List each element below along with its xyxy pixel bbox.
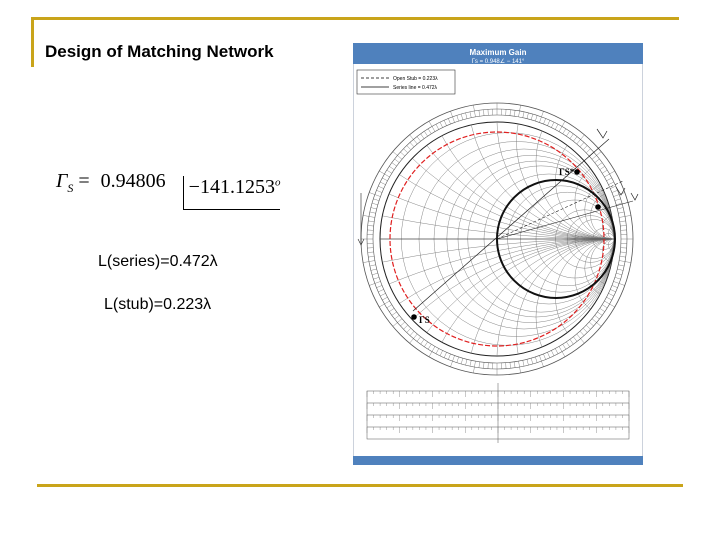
gamma-angle-box <box>183 176 281 210</box>
legend-open-stub: Open Stub = 0.223λ <box>393 76 438 82</box>
gamma-s-point <box>411 314 417 320</box>
chart-footer-bar <box>353 456 643 465</box>
top-accent-line <box>31 17 679 20</box>
gamma-magnitude: 0.94806 <box>100 170 166 192</box>
bottom-accent-line <box>37 484 683 487</box>
degree-mark: o <box>274 176 281 189</box>
chart-header-title: Maximum Gain <box>469 48 527 57</box>
chart-header-subtitle: Γs = 0.948∠ − 141° <box>471 59 525 65</box>
equals-sign: = <box>78 170 90 192</box>
gamma-angle: −141.1253 <box>188 176 275 198</box>
stub-length: L(stub)=0.223λ <box>104 296 212 313</box>
stub-junction-point <box>595 204 601 210</box>
gamma-s-star-label: ΓS* <box>559 167 575 177</box>
gamma-s-star-point <box>574 169 580 175</box>
gamma-symbol: Γ <box>56 170 68 192</box>
gamma-subscript: S <box>67 181 74 195</box>
left-accent-line <box>31 17 34 67</box>
smith-chart-svg <box>353 43 643 465</box>
gamma-s-label: ΓS <box>419 315 430 325</box>
legend-series-line: Series line = 0.472λ <box>393 85 438 91</box>
series-length: L(series)=0.472λ <box>98 253 218 270</box>
smith-chart-figure <box>353 43 643 465</box>
slide-title: Design of Matching Network <box>45 42 274 61</box>
reflection-coefficient-equation <box>56 170 280 204</box>
